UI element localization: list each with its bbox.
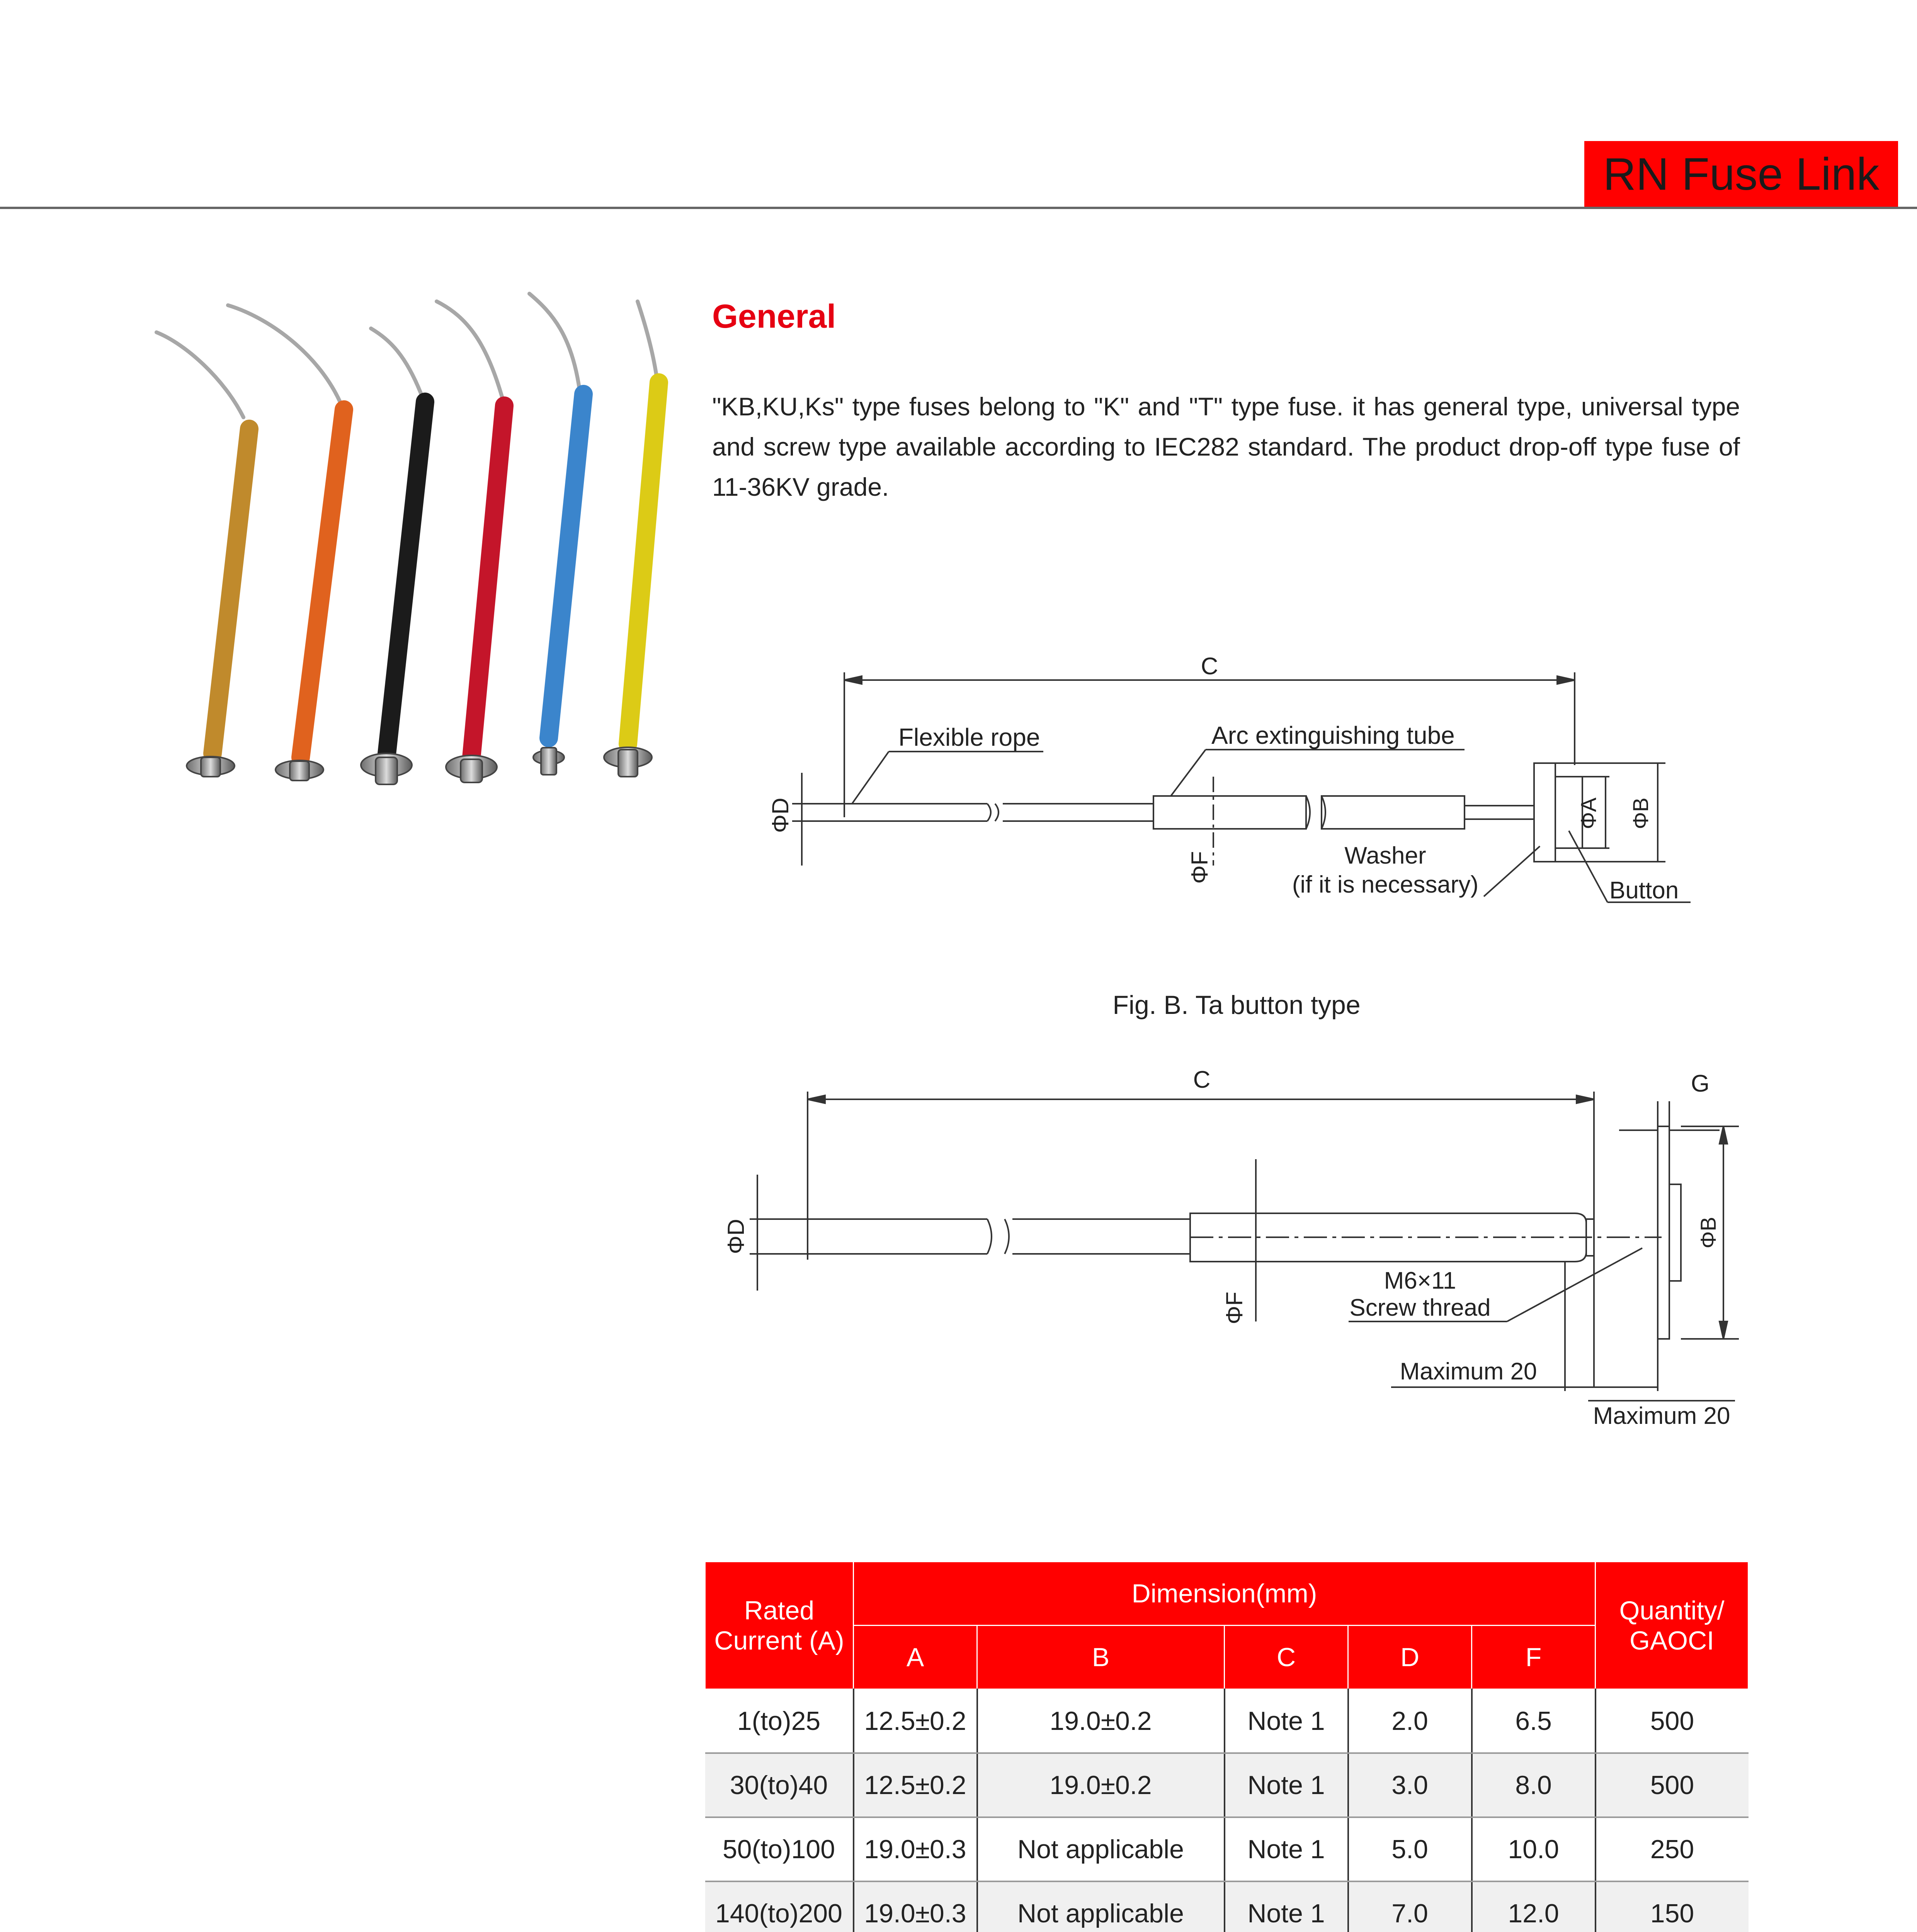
header-rated-current: Rated Current (A) bbox=[705, 1562, 854, 1689]
fig-b-dim-f: ΦF bbox=[1221, 1291, 1247, 1325]
cell-c: Note 1 bbox=[1225, 1689, 1348, 1753]
fig-a-dim-d: ΦD bbox=[767, 798, 793, 833]
cell-rated: 140(to)200 bbox=[705, 1881, 854, 1932]
cell-a: 12.5±0.2 bbox=[854, 1689, 977, 1753]
header-quantity: Quantity/ GAOCI bbox=[1596, 1562, 1749, 1689]
cell-d: 5.0 bbox=[1348, 1817, 1472, 1881]
header-col-d: D bbox=[1348, 1626, 1472, 1689]
cell-c: Note 1 bbox=[1225, 1753, 1348, 1817]
table-row bbox=[705, 1689, 1749, 1753]
figure-b-caption: Fig. B. Ta button type bbox=[1112, 990, 1361, 1020]
fig-b-dim-b: ΦB bbox=[1696, 1216, 1720, 1249]
cell-quantity: 250 bbox=[1596, 1817, 1749, 1881]
header-dimension: Dimension(mm) bbox=[854, 1562, 1596, 1626]
table-row bbox=[705, 1881, 1749, 1932]
cell-b: 19.0±0.2 bbox=[977, 1689, 1225, 1753]
cell-c: Note 1 bbox=[1225, 1817, 1348, 1881]
fig-b-dim-c: C bbox=[1193, 1066, 1211, 1093]
fig-a-button: Button bbox=[1609, 877, 1679, 904]
fig-a-dim-c: C bbox=[1201, 653, 1218, 680]
cell-rated: 1(to)25 bbox=[705, 1689, 854, 1753]
cell-f: 6.5 bbox=[1472, 1689, 1596, 1753]
section-heading-general: General bbox=[712, 298, 836, 335]
cell-a: 19.0±0.3 bbox=[854, 1881, 977, 1932]
fig-b-max-right: Maximum 20 bbox=[1593, 1403, 1730, 1429]
general-description: "KB,KU,Ks" type fuses belong to "K" and "T" type fuse. it has general type, universal type and screw type available according to IEC282 standard. The product drop-off type fuse of 11-36KV grade. bbox=[712, 392, 1740, 501]
header-col-a: A bbox=[854, 1626, 977, 1689]
cell-b: Not applicable bbox=[977, 1881, 1225, 1932]
header-col-c: C bbox=[1225, 1626, 1348, 1689]
header-col-f: F bbox=[1472, 1626, 1596, 1689]
cell-rated: 50(to)100 bbox=[705, 1817, 854, 1881]
cell-b: Not applicable bbox=[977, 1817, 1225, 1881]
header-col-b: B bbox=[977, 1626, 1225, 1689]
fig-b-dim-d: ΦD bbox=[723, 1219, 749, 1254]
cell-rated: 30(to)40 bbox=[705, 1753, 854, 1817]
fig-b-thread-label: Screw thread bbox=[1349, 1294, 1491, 1321]
spec-table bbox=[704, 1561, 1749, 1932]
fig-a-dim-a: ΦA bbox=[1576, 797, 1601, 830]
cell-a: 12.5±0.2 bbox=[854, 1753, 977, 1817]
cell-f: 12.0 bbox=[1472, 1881, 1596, 1932]
cell-quantity: 150 bbox=[1596, 1881, 1749, 1932]
cell-d: 2.0 bbox=[1348, 1689, 1472, 1753]
fig-a-washer: Washer bbox=[1344, 842, 1426, 869]
fig-b-dim-g: G bbox=[1691, 1070, 1710, 1097]
table-row bbox=[705, 1817, 1749, 1881]
title-fuse-link: Fuse Link bbox=[1681, 149, 1880, 200]
fig-b-thread-size: M6×11 bbox=[1384, 1267, 1456, 1294]
fig-b-max-left: Maximum 20 bbox=[1400, 1358, 1537, 1385]
fig-a-arc-tube: Arc extinguishing tube bbox=[1211, 721, 1455, 749]
cell-quantity: 500 bbox=[1596, 1689, 1749, 1753]
title-rn: RN bbox=[1603, 149, 1669, 200]
cell-b: 19.0±0.2 bbox=[977, 1753, 1225, 1817]
cell-c: Note 1 bbox=[1225, 1881, 1348, 1932]
fig-a-dim-f: ΦF bbox=[1187, 851, 1213, 884]
cell-f: 10.0 bbox=[1472, 1817, 1596, 1881]
cell-quantity: 500 bbox=[1596, 1753, 1749, 1817]
fig-a-dim-b: ΦB bbox=[1628, 797, 1653, 830]
fig-a-washer-note: (if it is necessary) bbox=[1292, 871, 1479, 898]
table-row bbox=[705, 1753, 1749, 1817]
cell-f: 8.0 bbox=[1472, 1753, 1596, 1817]
cell-a: 19.0±0.3 bbox=[854, 1817, 977, 1881]
cell-d: 7.0 bbox=[1348, 1881, 1472, 1932]
fig-a-flexible-rope: Flexible rope bbox=[898, 723, 1040, 751]
cell-d: 3.0 bbox=[1348, 1753, 1472, 1817]
